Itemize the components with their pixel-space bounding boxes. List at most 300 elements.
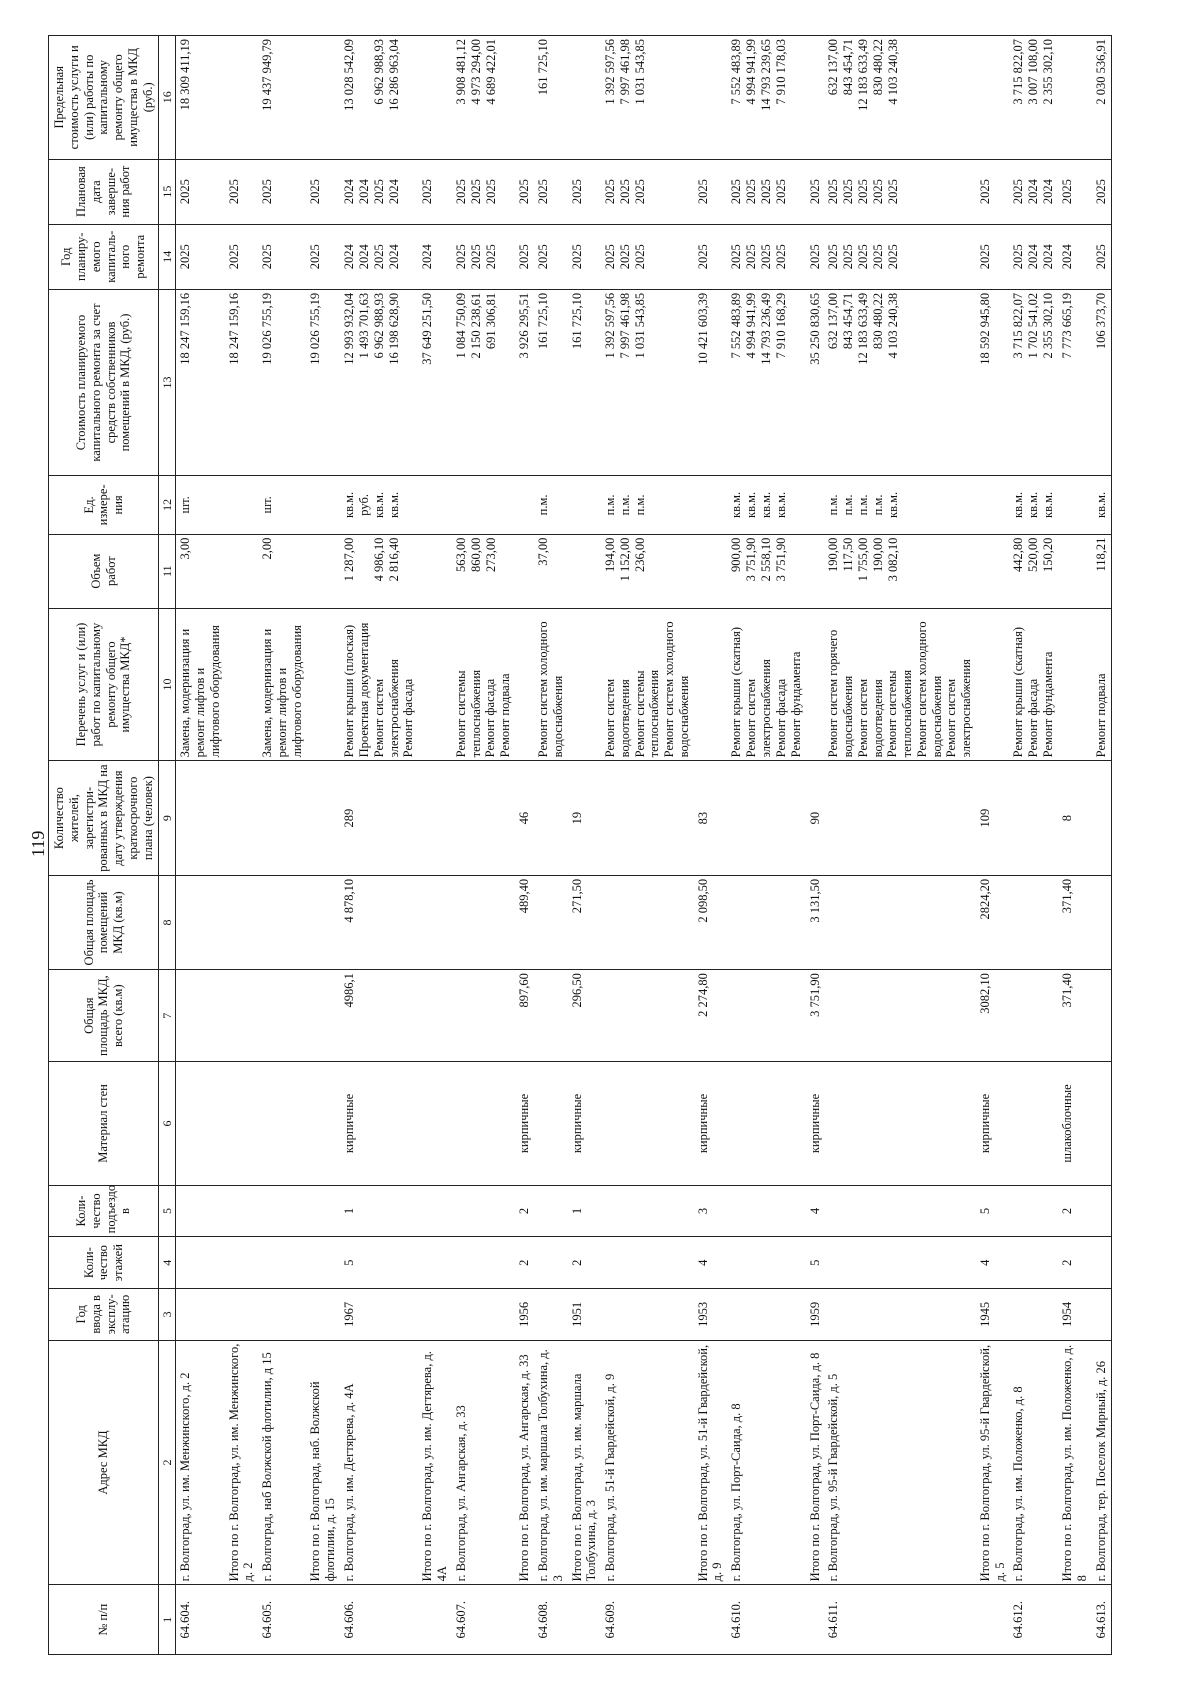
volume-value — [515, 534, 534, 608]
unit-value — [727, 476, 806, 534]
volume-value — [225, 534, 259, 608]
volume-value — [806, 534, 825, 608]
floors-cell — [306, 1237, 340, 1289]
entrances-cell — [601, 1185, 694, 1237]
work-item — [452, 608, 516, 761]
plan-year-value-line: 2025 — [1093, 244, 1108, 270]
wall-material-cell — [1092, 1062, 1112, 1186]
premises-area-cell — [225, 875, 259, 969]
total-label: Итого по г. Волгоград, ул. Порт-Саида, д. 8 — [806, 1340, 825, 1585]
col-header: Объем работ — [49, 534, 159, 608]
row-number — [418, 1585, 452, 1655]
done-date-value — [601, 159, 694, 224]
plan-year-value — [452, 224, 516, 289]
entrances-cell — [306, 1185, 340, 1237]
volume-value-line: 117,50 — [841, 537, 856, 572]
entrances-cell: 2 — [515, 1185, 534, 1237]
wall-material-cell — [258, 1062, 306, 1186]
premises-area-cell — [534, 875, 568, 969]
limit-cost-value-line: 19 437 949,79 — [260, 39, 275, 111]
work-item — [1009, 608, 1058, 761]
work-item-line: Ремонт систем холодного водоснабжения — [662, 621, 691, 758]
residents-cell — [601, 761, 694, 876]
total-area-cell — [727, 970, 806, 1062]
limit-cost-value-line: 3 715 822,07 — [1011, 39, 1026, 105]
limit-cost-value-line: 13 028 542,09 — [341, 39, 356, 111]
work-item — [601, 608, 694, 761]
limit-cost-value-line: 4 994 941,99 — [744, 39, 759, 105]
cost-value-line: 12 183 633,49 — [856, 292, 871, 365]
limit-cost-value-line: 1 031 543,85 — [633, 39, 648, 105]
residents-cell: 46 — [515, 761, 534, 876]
plan-year-value — [1092, 224, 1112, 289]
wall-material-cell — [225, 1062, 259, 1186]
year-cell: 1945 — [976, 1289, 1010, 1341]
done-date-value-line: 2025 — [633, 179, 648, 205]
premises-area-cell — [176, 875, 225, 969]
entrances-cell: 3 — [694, 1185, 728, 1237]
col-header: Год планиру-емого капиталь-ного ремонта — [49, 224, 159, 289]
volume-value — [694, 534, 728, 608]
work-item-line: Ремонт систем водоотведения — [855, 678, 885, 758]
limit-cost-value-line: 18 309 411,19 — [178, 39, 193, 111]
work-item — [824, 608, 976, 761]
floors-cell: 4 — [694, 1237, 728, 1289]
address-cell: г. Волгоград, ул. им. Положенко, д. 8 — [1009, 1340, 1058, 1585]
work-item — [176, 608, 225, 761]
entrances-cell — [418, 1185, 452, 1237]
address-cell: г. Волгоград, ул. 95-й Гвардейской, д. 5 — [824, 1340, 976, 1585]
plan-year-value — [1009, 224, 1058, 289]
limit-cost-value — [601, 36, 694, 160]
limit-cost-value — [727, 36, 806, 160]
cost-value-line: 2 355 302,10 — [1041, 292, 1056, 359]
work-item — [418, 608, 452, 761]
limit-cost-value-line — [357, 39, 372, 156]
premises-area-cell — [824, 875, 976, 969]
total-area-cell: 4986,1 — [340, 970, 419, 1062]
volume-value-line: 563,00 — [453, 537, 468, 572]
row-number — [806, 1585, 825, 1655]
table-row — [601, 36, 694, 1655]
premises-area-cell: 3 131,50 — [806, 875, 825, 969]
entrances-cell: 5 — [976, 1185, 1010, 1237]
residents-cell: 90 — [806, 761, 825, 876]
limit-cost-value-line: 2 030 536,91 — [1093, 39, 1108, 105]
premises-area-cell: 2824,20 — [976, 875, 1010, 969]
total-cost-value: 37 649 251,50 — [418, 289, 452, 475]
col-header: Предельная стоимость услуги и (или) работы по капитальному ремонту общего имущества в МКД (руб.) — [49, 36, 159, 160]
cost-value-line: 14 793 236,49 — [759, 292, 774, 365]
done-date-value: 2025 — [694, 159, 728, 224]
wall-material-cell: кирпичные — [515, 1062, 534, 1186]
limit-cost-value — [225, 36, 259, 160]
unit-value — [824, 476, 976, 534]
total-area-cell — [534, 970, 568, 1062]
cost-value-line: 7 997 461,98 — [618, 292, 633, 359]
residents-cell — [418, 761, 452, 876]
premises-area-cell — [1092, 875, 1112, 969]
work-item — [694, 608, 728, 761]
limit-cost-value-line: 2 355 302,10 — [1041, 39, 1056, 105]
premises-area-cell — [601, 875, 694, 969]
limit-cost-value-line: 830 480,22 — [871, 39, 886, 96]
volume-value-line: 860,00 — [468, 537, 483, 572]
volume-value — [1009, 534, 1058, 608]
cost-value-line: 161 725,10 — [536, 292, 551, 350]
total-cost-value: 18 247 159,16 — [225, 289, 259, 475]
plan-year-value — [176, 224, 225, 289]
table-row — [452, 36, 516, 1655]
unit-value-line: п.м. — [871, 494, 886, 516]
residents-cell: 8 — [1058, 761, 1092, 876]
work-item-line: Ремонт систем холодного водоснабжения — [914, 621, 944, 758]
plan-year-value-line: 2025 — [826, 244, 841, 270]
cost-value-line: 843 454,71 — [841, 292, 856, 350]
volume-value-line: 118,21 — [1093, 537, 1108, 572]
total-area-cell: 296,50 — [568, 970, 602, 1062]
volume-value-line: 442,80 — [1011, 537, 1026, 572]
volume-value-line: 3,00 — [178, 537, 193, 560]
plan-year-value-line: 2024 — [341, 244, 356, 270]
limit-cost-value-line: 3 908 481,12 — [453, 39, 468, 105]
limit-cost-value-line: 7 910 178,03 — [774, 39, 789, 105]
plan-year-value-line: 2025 — [744, 244, 759, 270]
plan-year-value: 2025 — [515, 224, 534, 289]
total-area-cell — [824, 970, 976, 1062]
unit-value — [1009, 476, 1058, 534]
work-item-line: Ремонт систем водоотведения — [603, 678, 632, 758]
volume-value-line: 2 816,40 — [386, 537, 401, 582]
limit-cost-value-line: 16 286 963,04 — [386, 39, 401, 111]
limit-cost-value — [176, 36, 225, 160]
unit-value — [568, 476, 602, 534]
work-item-line: Ремонт фасада — [401, 678, 416, 758]
entrances-cell — [727, 1185, 806, 1237]
total-row — [694, 36, 728, 1655]
limit-cost-value-line: 14 793 239,65 — [759, 39, 774, 111]
done-date-value — [1009, 159, 1058, 224]
row-number: 64.611. — [824, 1585, 976, 1655]
wall-material-cell: шлакоблочные — [1058, 1062, 1092, 1186]
total-row — [806, 36, 825, 1655]
total-area-cell — [418, 970, 452, 1062]
year-cell — [176, 1289, 225, 1341]
total-label: Итого по г. Волгоград, ул. им. Менжинского, д. 2 — [225, 1340, 259, 1585]
entrances-cell: 2 — [1058, 1185, 1092, 1237]
volume-value-line: 3 082,10 — [886, 537, 901, 582]
year-cell — [534, 1289, 568, 1341]
plan-year-value-line: 2025 — [260, 244, 275, 270]
limit-cost-value-line: 3 007 108,00 — [1026, 39, 1041, 105]
entrances-cell — [534, 1185, 568, 1237]
plan-year-value-line: 2024 — [1026, 244, 1041, 270]
row-number: 64.613. — [1092, 1585, 1112, 1655]
volume-value-line: 1 152,00 — [618, 537, 633, 582]
plan-year-value — [258, 224, 306, 289]
residents-cell — [824, 761, 976, 876]
work-item — [727, 608, 806, 761]
premises-area-cell — [727, 875, 806, 969]
total-area-cell — [176, 970, 225, 1062]
plan-year-value-line: 2025 — [871, 244, 886, 270]
total-cost-value: 19 026 755,19 — [306, 289, 340, 475]
done-date-value-line: 2025 — [1011, 179, 1026, 205]
cost-value-line: 12 993 932,04 — [341, 292, 356, 365]
plan-year-value: 2024 — [418, 224, 452, 289]
work-item-line: Ремонт крыши (плоская) — [341, 624, 356, 758]
year-cell: 1954 — [1058, 1289, 1092, 1341]
cost-value — [601, 289, 694, 475]
total-cost-value: 18 592 945,80 — [976, 289, 1010, 475]
wall-material-cell: кирпичные — [568, 1062, 602, 1186]
work-item-line: Ремонт фундамента — [1041, 651, 1056, 758]
floors-cell — [176, 1237, 225, 1289]
residents-cell — [1092, 761, 1112, 876]
col-header: Коли-чество этажей — [49, 1237, 159, 1289]
residents-cell — [176, 761, 225, 876]
col-header: Плановая дата заверше-ния работ — [49, 159, 159, 224]
row-number — [1058, 1585, 1092, 1655]
floors-cell: 2 — [568, 1237, 602, 1289]
volume-value — [340, 534, 419, 608]
unit-value — [176, 476, 225, 534]
entrances-cell: 1 — [568, 1185, 602, 1237]
column-number-row — [159, 36, 176, 1655]
premises-area-cell: 371,40 — [1058, 875, 1092, 969]
unit-value — [976, 476, 1010, 534]
floors-cell: 2 — [515, 1237, 534, 1289]
unit-value — [225, 476, 259, 534]
total-area-cell: 3082,10 — [976, 970, 1010, 1062]
total-row — [568, 36, 602, 1655]
residents-cell — [258, 761, 306, 876]
work-item-line: Ремонт систем электроснабжения — [944, 659, 974, 758]
volume-value — [176, 534, 225, 608]
total-label: Итого по г. Волгоград, ул. им. маршала Толбухина, д. 3 — [568, 1340, 602, 1585]
volume-value-line: 2 558,10 — [759, 537, 774, 582]
limit-cost-value-line: 12 183 633,49 — [856, 39, 871, 111]
address-cell: г. Волгоград, ул. Порт-Саида, д. 8 — [727, 1340, 806, 1585]
cost-value-line: 1 493 701,63 — [356, 292, 371, 359]
plan-year-value — [824, 224, 976, 289]
plan-year-value-line: 2025 — [603, 244, 618, 270]
plan-year-value-line: 2025 — [536, 244, 551, 270]
plan-year-value-line: 2024 — [356, 244, 371, 270]
limit-cost-value — [306, 36, 340, 160]
unit-value-line: кв.м. — [729, 491, 744, 518]
row-number: 64.605. — [258, 1585, 306, 1655]
residents-cell — [225, 761, 259, 876]
limit-cost-value-line: 1 392 597,56 — [603, 39, 618, 105]
premises-area-cell: 271,50 — [568, 875, 602, 969]
work-item-line: Ремонт систем электроснабжения — [371, 659, 401, 758]
address-cell: г. Волгоград, наб Волжской флотилии, д 15 — [258, 1340, 306, 1585]
cost-value-line: 7 552 483,89 — [729, 292, 744, 359]
done-date-value — [1092, 159, 1112, 224]
wall-material-cell — [452, 1062, 516, 1186]
total-row — [515, 36, 534, 1655]
col-number: 15 — [159, 159, 176, 224]
volume-value-line: 3 751,90 — [744, 537, 759, 582]
col-number: 9 — [159, 761, 176, 876]
limit-cost-value-line: 4 973 294,00 — [468, 39, 483, 105]
plan-year-value — [601, 224, 694, 289]
capital-repair-table — [48, 35, 1112, 1655]
cost-value-line: 6 962 988,93 — [371, 292, 386, 359]
year-cell — [1009, 1289, 1058, 1341]
col-number: 7 — [159, 970, 176, 1062]
table-row — [258, 36, 306, 1655]
unit-value-line — [469, 479, 484, 530]
unit-value-line — [454, 479, 469, 530]
unit-value-line: кв.м. — [759, 491, 774, 518]
residents-cell — [534, 761, 568, 876]
plan-year-value: 2025 — [694, 224, 728, 289]
total-area-cell: 371,40 — [1058, 970, 1092, 1062]
plan-year-value-line: 2025 — [371, 244, 386, 270]
floors-cell: 5 — [806, 1237, 825, 1289]
limit-cost-value — [534, 36, 568, 160]
work-item — [568, 608, 602, 761]
table-row — [340, 36, 419, 1655]
done-date-value-line: 2024 — [1026, 179, 1041, 205]
col-number: 6 — [159, 1062, 176, 1186]
floors-cell — [534, 1237, 568, 1289]
cost-value — [727, 289, 806, 475]
done-date-value-line: 2025 — [826, 179, 841, 205]
table-row — [176, 36, 225, 1655]
done-date-value: 2025 — [976, 159, 1010, 224]
col-header: Материал стен — [49, 1062, 159, 1186]
work-item — [1092, 608, 1112, 761]
total-cost-value: 10 421 603,39 — [694, 289, 728, 475]
done-date-value: 2025 — [418, 159, 452, 224]
unit-value-line: п.м. — [633, 494, 648, 516]
floors-cell — [824, 1237, 976, 1289]
address-cell: г. Волгоград, ул. им. Менжинского, д. 2 — [176, 1340, 225, 1585]
done-date-value-line: 2025 — [483, 179, 498, 205]
unit-value-line: кв.м. — [386, 491, 401, 518]
row-number: 64.607. — [452, 1585, 516, 1655]
done-date-value-line: 2025 — [841, 179, 856, 205]
entrances-cell — [824, 1185, 976, 1237]
total-label: Итого по г. Волгоград, ул. Ангарская, д. 33 — [515, 1340, 534, 1585]
cost-value-line: 691 306,81 — [483, 292, 498, 350]
wall-material-cell: кирпичные — [976, 1062, 1010, 1186]
unit-value-line: п.м. — [603, 494, 618, 516]
wall-material-cell: кирпичные — [806, 1062, 825, 1186]
year-cell — [418, 1289, 452, 1341]
total-label: Итого по г. Волгоград, ул. им. Дегтярева, д. 4А — [418, 1340, 452, 1585]
work-item — [340, 608, 419, 761]
done-date-value-line: 2025 — [371, 179, 386, 205]
col-number: 3 — [159, 1289, 176, 1341]
cost-value-line: 106 373,70 — [1093, 292, 1108, 350]
residents-cell: 109 — [976, 761, 1010, 876]
year-cell: 1959 — [806, 1289, 825, 1341]
col-header: Количество жителей, зарегистри-рованных в МКД на дату утверждения краткосрочного плана (человек) — [49, 761, 159, 876]
year-cell — [452, 1289, 516, 1341]
plan-year-value — [340, 224, 419, 289]
limit-cost-value-line: 4 103 240,38 — [886, 39, 901, 105]
address-cell: г. Волгоград, тер. Поселок Мирный, д. 26 — [1092, 1340, 1112, 1585]
work-item-line: Ремонт фасада — [773, 678, 788, 758]
total-label: Итого по г. Волгоград, ул. им. Положенко, д. 8 — [1058, 1340, 1092, 1585]
work-item-line: Ремонт систем горячего водоснабжения — [826, 629, 856, 758]
entrances-cell — [452, 1185, 516, 1237]
plan-year-value-line: 2025 — [618, 244, 633, 270]
work-item — [225, 608, 259, 761]
done-date-value-line: 2024 — [386, 179, 401, 205]
unit-value — [694, 476, 728, 534]
year-cell — [258, 1289, 306, 1341]
entrances-cell — [1009, 1185, 1058, 1237]
work-item-line: Ремонт крыши (скатная) — [729, 626, 744, 758]
unit-value-line: шт. — [178, 496, 193, 514]
unit-value-line: кв.м. — [1026, 491, 1041, 518]
limit-cost-value — [515, 36, 534, 160]
cost-value — [1092, 289, 1112, 475]
table-row — [534, 36, 568, 1655]
cost-value-line: 632 137,00 — [826, 292, 841, 350]
cost-value-line: 4 103 240,38 — [886, 292, 901, 359]
done-date-value — [534, 159, 568, 224]
col-number: 10 — [159, 608, 176, 761]
volume-value-line: 37,00 — [536, 537, 551, 566]
done-date-value: 2025 — [225, 159, 259, 224]
volume-value — [601, 534, 694, 608]
volume-value — [824, 534, 976, 608]
plan-year-value-line: 2024 — [386, 244, 401, 270]
unit-value-line: шт. — [260, 496, 275, 514]
unit-value-line: кв.м. — [774, 491, 789, 518]
plan-year-value: 2025 — [806, 224, 825, 289]
row-number — [568, 1585, 602, 1655]
floors-cell — [225, 1237, 259, 1289]
done-date-value-line: 2025 — [744, 179, 759, 205]
done-date-value — [176, 159, 225, 224]
cost-value-line: 1 031 543,85 — [633, 292, 648, 359]
year-cell — [225, 1289, 259, 1341]
work-item-line: Ремонт систем холодного водоснабжения — [536, 621, 565, 758]
limit-cost-value — [824, 36, 976, 160]
unit-value — [806, 476, 825, 534]
limit-cost-value-line: 4 689 422,01 — [483, 39, 498, 105]
plan-year-value-line: 2025 — [178, 244, 193, 270]
cost-value — [258, 289, 306, 475]
done-date-value-line: 2025 — [453, 179, 468, 205]
volume-value-line: 2,00 — [260, 537, 275, 560]
col-number: 5 — [159, 1185, 176, 1237]
premises-area-cell: 489,40 — [515, 875, 534, 969]
wall-material-cell — [727, 1062, 806, 1186]
table-row — [1009, 36, 1058, 1655]
limit-cost-value — [976, 36, 1010, 160]
floors-cell — [601, 1237, 694, 1289]
address-cell: г. Волгоград, ул. им. маршала Толбухина, д. 3 — [534, 1340, 568, 1585]
total-row — [976, 36, 1010, 1655]
plan-year-value: 2025 — [306, 224, 340, 289]
done-date-value-line: 2025 — [759, 179, 774, 205]
floors-cell — [418, 1237, 452, 1289]
work-item-line: Ремонт систем электроснабжения — [744, 659, 773, 758]
volume-value-line — [357, 538, 372, 605]
unit-value — [1058, 476, 1092, 534]
volume-value — [534, 534, 568, 608]
cost-value-line: 1 084 750,09 — [453, 292, 468, 359]
total-row — [418, 36, 452, 1655]
